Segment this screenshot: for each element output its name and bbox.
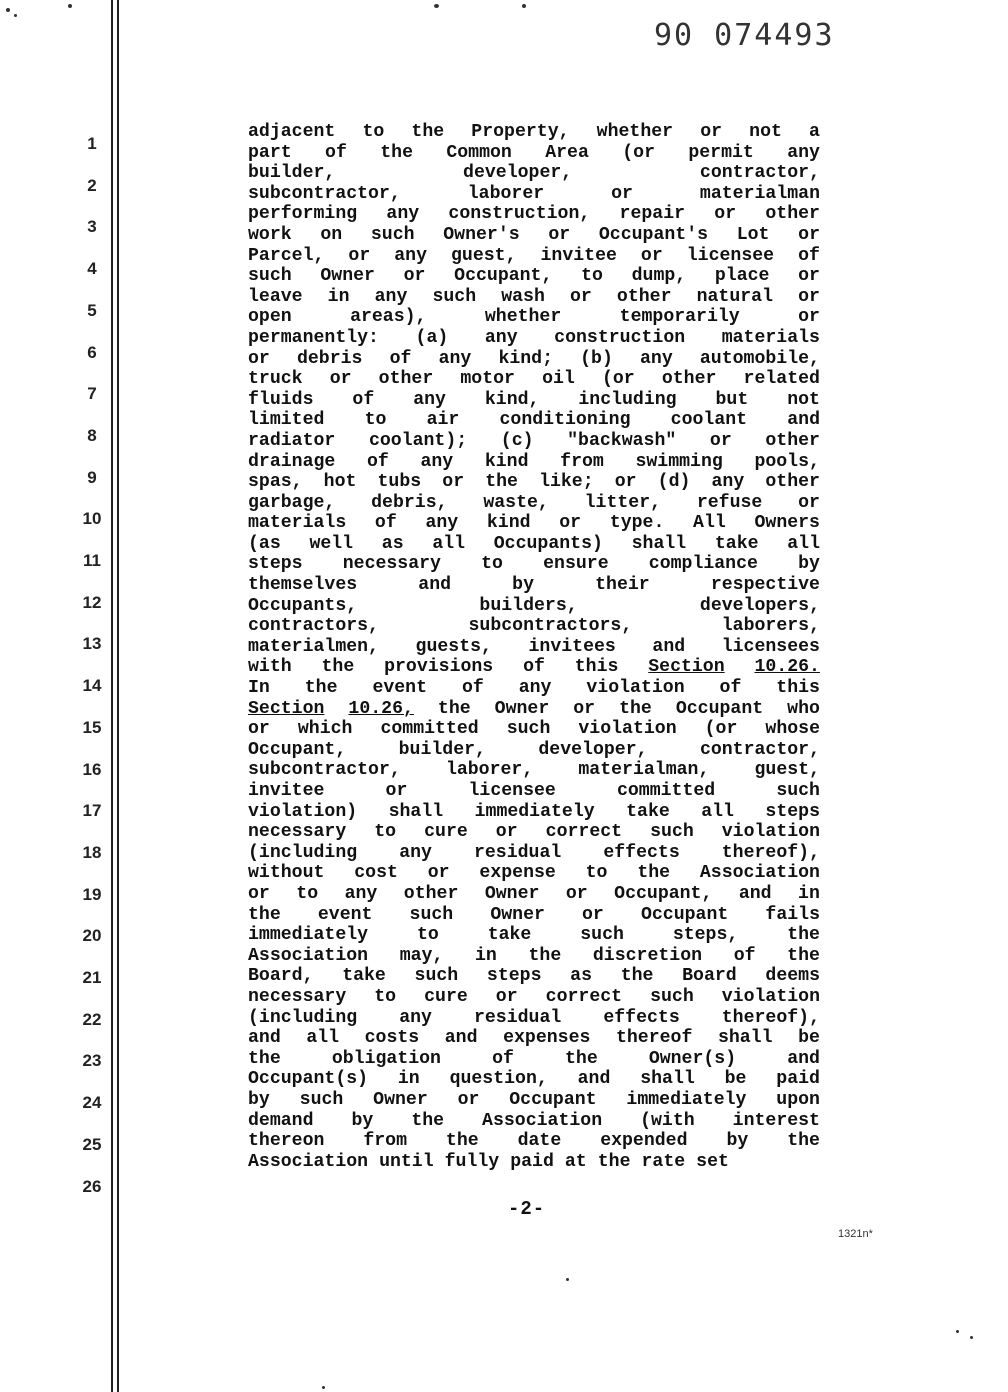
- body-line: (as well as all Occupants) shall take all: [248, 533, 820, 554]
- body-line: or which committed such violation (or whose: [248, 719, 820, 740]
- line-number: 25: [82, 1134, 102, 1154]
- body-line: Parcel, or any guest, invitee or licensee of: [248, 245, 820, 266]
- line-number: 22: [82, 1009, 102, 1029]
- body-line: thereon from the date expended by the: [248, 1131, 820, 1152]
- body-line: truck or other motor oil (or other related: [248, 369, 820, 390]
- body-line: Occupant, builder, developer, contractor,: [248, 739, 820, 760]
- body-line: builder, developer, contractor,: [248, 163, 820, 184]
- scan-speck: [68, 4, 72, 8]
- body-line: and all costs and expenses thereof shall be: [248, 1028, 820, 1049]
- scan-speck: [566, 1278, 569, 1281]
- line-number: 17: [82, 801, 102, 821]
- scan-speck: [434, 4, 439, 8]
- line-number: 26: [82, 1176, 102, 1196]
- line-number: 5: [87, 300, 97, 320]
- line-number: 12: [82, 592, 102, 612]
- body-line: subcontractor, laborer, materialman, guest,: [248, 760, 820, 781]
- body-line: performing any construction, repair or other: [248, 204, 820, 225]
- body-line: immediately to take such steps, the: [248, 925, 820, 946]
- body-line: fluids of any kind, including but not: [248, 389, 820, 410]
- body-line: Occupant(s) in question, and shall be paid: [248, 1069, 820, 1090]
- scan-speck: [956, 1330, 959, 1333]
- scan-speck: [970, 1336, 973, 1339]
- line-number: 18: [82, 842, 102, 862]
- body-line: necessary to cure or correct such violation: [248, 986, 820, 1007]
- body-line: Association may, in the discretion of the: [248, 945, 820, 966]
- body-line: drainage of any kind from swimming pools,: [248, 451, 820, 472]
- line-number: 1: [87, 134, 97, 153]
- left-margin-rule: [111, 0, 113, 1392]
- line-number: 19: [82, 884, 102, 904]
- body-line: work on such Owner's or Occupant's Lot or: [248, 224, 820, 245]
- body-line: materialmen, guests, invitees and licensees: [248, 636, 820, 657]
- line-number: 14: [82, 676, 102, 696]
- left-margin-rule-inner: [117, 0, 119, 1392]
- body-line: violation) shall immediately take all steps: [248, 801, 820, 822]
- line-number: 24: [82, 1093, 102, 1113]
- body-line: (including any residual effects thereof),: [248, 1007, 820, 1028]
- body-line: In the event of any violation of this: [248, 678, 820, 699]
- body-line: without cost or expense to the Association: [248, 863, 820, 884]
- line-number: 4: [87, 259, 97, 279]
- page-number: -2-: [508, 1198, 546, 1220]
- line-number: 10: [82, 509, 102, 529]
- body-line: with the provisions of this Section 10.26.: [248, 657, 820, 678]
- body-line: necessary to cure or correct such violation: [248, 822, 820, 843]
- line-number: 13: [82, 634, 102, 654]
- body-line: the obligation of the Owner(s) and: [248, 1048, 820, 1069]
- line-number: 11: [83, 551, 101, 570]
- body-line: themselves and by their respective: [248, 575, 820, 596]
- scan-speck: [522, 4, 526, 8]
- body-line: part of the Common Area (or permit any: [248, 142, 820, 163]
- document-number: 90 074493: [654, 18, 835, 53]
- body-line: contractors, subcontractors, laborers,: [248, 616, 820, 637]
- scan-speck: [322, 1386, 325, 1389]
- body-line: (including any residual effects thereof),: [248, 842, 820, 863]
- body-line: leave in any such wash or other natural or: [248, 286, 820, 307]
- body-line: by such Owner or Occupant immediately upon: [248, 1089, 820, 1110]
- scan-speck: [14, 14, 17, 17]
- line-number: 8: [87, 425, 97, 445]
- line-number: 20: [82, 926, 102, 946]
- line-number: 23: [82, 1051, 102, 1071]
- body-line: invitee or licensee committed such: [248, 781, 820, 801]
- scan-speck: [6, 8, 10, 12]
- filing-stamp: 1321n*: [838, 1228, 873, 1240]
- body-line: open areas), whether temporarily or: [248, 307, 820, 328]
- line-number: 3: [87, 217, 97, 237]
- line-number: 9: [87, 467, 97, 487]
- body-line: Section 10.26, the Owner or the Occupant who: [248, 698, 820, 719]
- body-line: radiator coolant); (c) "backwash" or other: [248, 430, 820, 451]
- body-line: steps necessary to ensure compliance by: [248, 554, 820, 575]
- line-number: 16: [82, 759, 102, 779]
- body-line: permanently: (a) any construction materials: [248, 327, 820, 348]
- body-line: garbage, debris, waste, litter, refuse or: [248, 492, 820, 513]
- body-line: demand by the Association (with interest: [248, 1110, 820, 1131]
- line-number: 7: [87, 384, 97, 404]
- body-line: such Owner or Occupant, to dump, place or: [248, 266, 820, 287]
- body-line: Association until fully paid at the rate set: [248, 1151, 729, 1172]
- body-text: [248, 122, 820, 1172]
- body-line: limited to air conditioning coolant and: [248, 410, 820, 431]
- body-line: the event such Owner or Occupant fails: [248, 904, 820, 925]
- body-line: adjacent to the Property, whether or not a: [248, 122, 820, 142]
- line-number: 2: [87, 175, 97, 195]
- body-line: Occupants, builders, developers,: [248, 595, 820, 616]
- body-line: spas, hot tubs or the like; or (d) any other: [248, 472, 820, 493]
- body-line: subcontractor, laborer or materialman: [248, 183, 820, 204]
- line-number: 15: [82, 717, 102, 737]
- body-line: materials of any kind or type. All Owners: [248, 513, 820, 534]
- line-number: 6: [87, 342, 97, 362]
- body-line: Board, take such steps as the Board deems: [248, 966, 820, 987]
- body-line: or debris of any kind; (b) any automobile,: [248, 348, 820, 369]
- line-number: 21: [82, 968, 102, 987]
- body-line: or to any other Owner or Occupant, and in: [248, 883, 820, 904]
